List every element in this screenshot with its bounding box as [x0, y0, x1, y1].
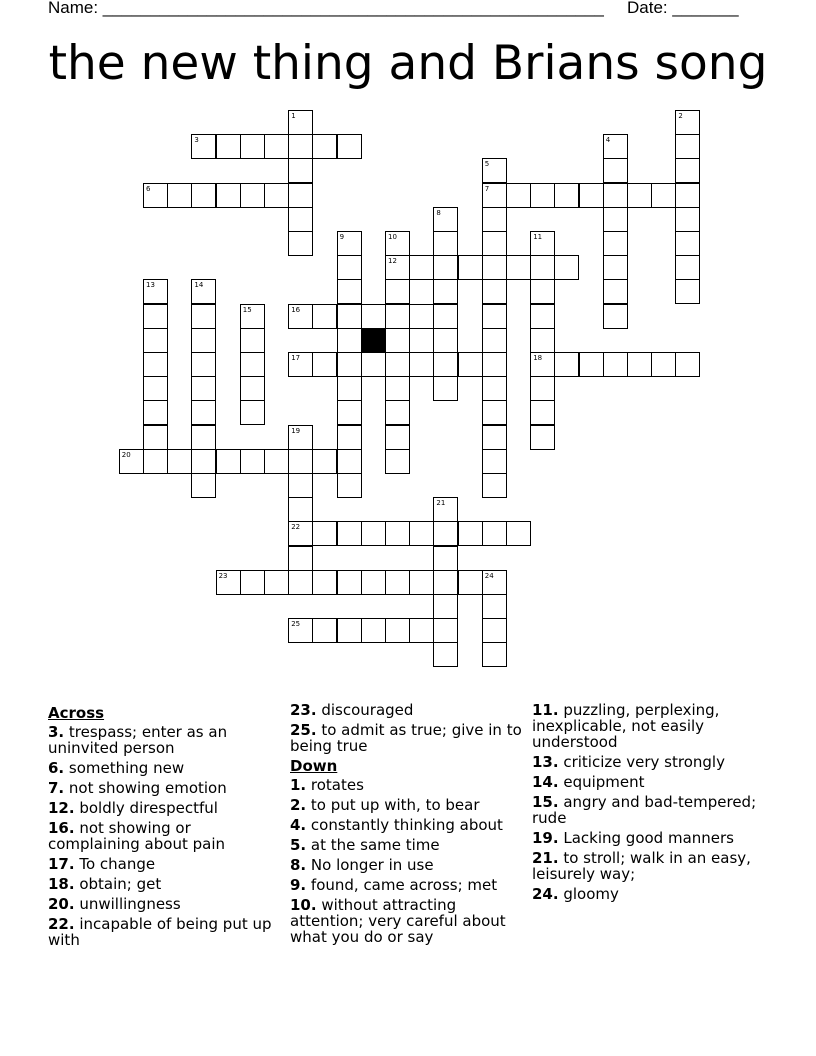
clue-number: 12: [388, 257, 397, 266]
clue-number: 8: [436, 208, 441, 217]
grid-cell[interactable]: [143, 400, 168, 425]
grid-cell[interactable]: [627, 352, 652, 377]
grid-cell[interactable]: [337, 521, 362, 546]
grid-cell[interactable]: [433, 304, 458, 329]
grid-cell[interactable]: [530, 231, 555, 256]
grid-cell[interactable]: [288, 618, 313, 643]
clue-column-2: [290, 702, 522, 949]
grid-cell[interactable]: [482, 618, 507, 643]
grid-cell[interactable]: [482, 279, 507, 304]
grid-cell[interactable]: [482, 255, 507, 280]
grid-cell[interactable]: [482, 642, 507, 667]
grid-cell[interactable]: [240, 183, 265, 208]
clue-item: 22. incapable of being put up with: [48, 915, 272, 949]
grid-cell[interactable]: [385, 352, 410, 377]
grid-cell[interactable]: [288, 497, 313, 522]
grid-cell[interactable]: [191, 352, 216, 377]
grid-cell[interactable]: [337, 570, 362, 595]
grid-cell[interactable]: [167, 183, 192, 208]
grid-cell[interactable]: [337, 618, 362, 643]
grid-cell[interactable]: [385, 570, 410, 595]
clue-number-label: 15.: [532, 793, 559, 811]
grid-cell[interactable]: [143, 328, 168, 353]
grid-cell[interactable]: [337, 352, 362, 377]
grid-cell[interactable]: [288, 304, 313, 329]
clue-number-label: 6.: [48, 759, 65, 777]
grid-cell[interactable]: [337, 279, 362, 304]
grid-cell[interactable]: [433, 497, 458, 522]
grid-cell[interactable]: [675, 207, 700, 232]
clue-number: 6: [146, 184, 151, 193]
clue-number-label: 2.: [290, 796, 307, 814]
date-field[interactable]: Date: _______: [627, 0, 739, 17]
grid-cell[interactable]: [482, 400, 507, 425]
grid-cell[interactable]: [482, 449, 507, 474]
grid-cell[interactable]: [603, 207, 628, 232]
grid-cell[interactable]: [433, 279, 458, 304]
clue-number: 4: [605, 136, 611, 145]
clue-number: 16: [291, 305, 301, 314]
grid-cell[interactable]: [675, 110, 700, 135]
clue-number: 10: [388, 233, 397, 241]
clue-number-label: 14.: [532, 773, 559, 791]
clue-item: 8. No longer in use: [290, 856, 434, 874]
grid-cell[interactable]: [191, 183, 216, 208]
grid-cell[interactable]: [240, 376, 265, 401]
grid-cell[interactable]: [143, 376, 168, 401]
clue-item: 24. gloomy: [532, 885, 619, 903]
grid-cell[interactable]: [675, 231, 700, 256]
grid-cell[interactable]: [482, 352, 507, 377]
grid-cell[interactable]: [240, 328, 265, 353]
grid-cell[interactable]: [482, 594, 507, 619]
grid-cell[interactable]: [675, 158, 700, 183]
grid-cell[interactable]: [337, 231, 362, 256]
grid-cell[interactable]: [433, 231, 458, 256]
grid-cell[interactable]: [337, 328, 362, 353]
grid-cell[interactable]: [191, 425, 216, 450]
grid-cell[interactable]: [191, 400, 216, 425]
grid-cell[interactable]: [554, 183, 579, 208]
grid-cell[interactable]: [191, 473, 216, 498]
grid-cell[interactable]: [433, 376, 458, 401]
grid-cell[interactable]: [191, 304, 216, 329]
grid-cell[interactable]: [433, 328, 458, 353]
grid-cell[interactable]: [482, 231, 507, 256]
clue-item: 6. something new: [48, 759, 185, 777]
grid-cell[interactable]: [337, 376, 362, 401]
grid-cell[interactable]: [312, 449, 337, 474]
clue-number: 21: [436, 499, 446, 508]
grid-cell[interactable]: [288, 207, 313, 232]
grid-cell[interactable]: [433, 207, 458, 232]
grid-cell[interactable]: [143, 183, 168, 208]
grid-cell[interactable]: [288, 352, 313, 377]
grid-cell[interactable]: [433, 570, 458, 595]
grid-cell[interactable]: [288, 449, 313, 474]
grid-cell[interactable]: [603, 183, 628, 208]
grid-cell[interactable]: [482, 376, 507, 401]
grid-cell[interactable]: [361, 352, 386, 377]
grid-cell[interactable]: [482, 183, 507, 208]
grid-cell[interactable]: [458, 352, 483, 377]
grid-cell[interactable]: [288, 570, 313, 595]
clue-number-label: 5.: [290, 836, 307, 854]
grid-cell[interactable]: [482, 304, 507, 329]
grid-cell[interactable]: [603, 304, 628, 329]
clue-number-label: 8.: [290, 856, 307, 874]
grid-cell[interactable]: [337, 134, 362, 159]
clue-number: 19: [291, 426, 301, 435]
grid-cell[interactable]: [385, 400, 410, 425]
grid-cell[interactable]: [337, 304, 362, 329]
clue-item: 3. trespass; enter as an uninvited person: [48, 723, 228, 757]
grid-cell[interactable]: [264, 570, 289, 595]
grid-cell[interactable]: [675, 255, 700, 280]
clue-item: 2. to put up with, to bear: [290, 796, 480, 814]
grid-cell[interactable]: [458, 570, 483, 595]
grid-cell[interactable]: [651, 352, 676, 377]
puzzle-title: the new thing and Brians song: [48, 36, 768, 91]
grid-cell[interactable]: [288, 110, 313, 135]
grid-cell[interactable]: [530, 425, 555, 450]
grid-cell[interactable]: [143, 425, 168, 450]
grid-cell[interactable]: [312, 304, 337, 329]
grid-cell[interactable]: [675, 183, 700, 208]
grid-cell[interactable]: [385, 521, 410, 546]
grid-cell[interactable]: [385, 255, 410, 280]
grid-cell[interactable]: [530, 279, 555, 304]
grid-cell[interactable]: [627, 183, 652, 208]
grid-cell[interactable]: [288, 231, 313, 256]
grid-cell[interactable]: [579, 352, 604, 377]
grid-cell[interactable]: [433, 546, 458, 571]
grid-cell[interactable]: [530, 304, 555, 329]
grid-cell[interactable]: [675, 279, 700, 304]
clue-item: 9. found, came across; met: [290, 876, 498, 894]
grid-cell[interactable]: [554, 255, 579, 280]
clue-column-3: [532, 702, 764, 906]
grid-cell[interactable]: [240, 400, 265, 425]
clue-item: 18. obtain; get: [48, 875, 162, 893]
clue-number-label: 18.: [48, 875, 75, 893]
grid-cell[interactable]: [482, 328, 507, 353]
grid-cell[interactable]: [312, 134, 337, 159]
clue-item: 10. without attracting attention; very careful about what you do or say: [290, 896, 506, 946]
clue-number: 11: [533, 233, 543, 241]
clue-number: 5: [484, 160, 490, 169]
grid-cell[interactable]: [167, 449, 192, 474]
clue-number: 18: [533, 354, 543, 362]
clue-number: 2: [678, 112, 683, 120]
clue-item: 19. Lacking good manners: [532, 829, 734, 847]
grid-cell[interactable]: [409, 255, 434, 280]
grid-cell[interactable]: [482, 473, 507, 498]
clue-number-label: 4.: [290, 816, 307, 834]
grid-cell[interactable]: [482, 158, 507, 183]
clue-number-label: 7.: [48, 779, 65, 797]
grid-cell[interactable]: [675, 134, 700, 159]
grid-cell[interactable]: [409, 618, 434, 643]
grid-cell[interactable]: [312, 352, 337, 377]
clue-number: 13: [146, 281, 155, 290]
grid-cell[interactable]: [603, 231, 628, 256]
grid-cell[interactable]: [433, 255, 458, 280]
clue-item: 12. boldly direspectful: [48, 799, 218, 817]
clue-item: 14. equipment: [532, 773, 645, 791]
clue-number: 25: [291, 620, 301, 629]
grid-cell[interactable]: [288, 425, 313, 450]
grid-cell[interactable]: [312, 521, 337, 546]
grid-cell[interactable]: [458, 521, 483, 546]
grid-cell[interactable]: [433, 594, 458, 619]
grid-cell[interactable]: [216, 134, 241, 159]
grid-cell[interactable]: [312, 618, 337, 643]
grid-cell[interactable]: [337, 400, 362, 425]
clue-number-label: 10.: [290, 896, 317, 914]
grid-cell[interactable]: [337, 425, 362, 450]
grid-cell[interactable]: [385, 425, 410, 450]
black-square: [361, 328, 386, 353]
clue-number: 14: [194, 281, 204, 290]
grid-cell[interactable]: [433, 521, 458, 546]
grid-cell[interactable]: [433, 618, 458, 643]
grid-cell[interactable]: [603, 352, 628, 377]
grid-cell[interactable]: [409, 352, 434, 377]
grid-cell[interactable]: [216, 449, 241, 474]
grid-cell[interactable]: [603, 255, 628, 280]
grid-cell[interactable]: [530, 376, 555, 401]
grid-cell[interactable]: [361, 618, 386, 643]
grid-cell[interactable]: [264, 449, 289, 474]
down-heading: Down: [290, 757, 338, 775]
grid-cell[interactable]: [119, 449, 144, 474]
grid-cell[interactable]: [216, 183, 241, 208]
clue-number-label: 21.: [532, 849, 559, 867]
grid-cell[interactable]: [143, 279, 168, 304]
grid-cell[interactable]: [651, 183, 676, 208]
clue-number: 7: [484, 184, 490, 193]
grid-cell[interactable]: [191, 134, 216, 159]
grid-cell[interactable]: [216, 570, 241, 595]
grid-cell[interactable]: [385, 376, 410, 401]
grid-cell[interactable]: [433, 642, 458, 667]
grid-cell[interactable]: [385, 304, 410, 329]
grid-cell[interactable]: [264, 183, 289, 208]
grid-cell[interactable]: [312, 570, 337, 595]
grid-cell[interactable]: [530, 400, 555, 425]
clue-item: 25. to admit as true; give in to being true: [290, 721, 522, 755]
grid-cell[interactable]: [530, 183, 555, 208]
grid-cell[interactable]: [337, 449, 362, 474]
grid-cell[interactable]: [506, 521, 531, 546]
grid-cell[interactable]: [433, 352, 458, 377]
grid-cell[interactable]: [409, 570, 434, 595]
grid-cell[interactable]: [240, 304, 265, 329]
grid-cell[interactable]: [385, 449, 410, 474]
clue-number-label: 23.: [290, 701, 317, 719]
grid-cell[interactable]: [143, 449, 168, 474]
grid-cell[interactable]: [191, 449, 216, 474]
grid-cell[interactable]: [240, 570, 265, 595]
grid-cell[interactable]: [482, 570, 507, 595]
clue-number: 15: [242, 305, 252, 314]
grid-cell[interactable]: [675, 352, 700, 377]
clue-number-label: 24.: [532, 885, 559, 903]
grid-cell[interactable]: [482, 425, 507, 450]
clue-number-label: 22.: [48, 915, 75, 933]
clue-number-label: 11.: [532, 701, 559, 719]
clue-item: 21. to stroll; walk in an easy, leisurely way;: [532, 849, 751, 883]
grid-cell[interactable]: [458, 255, 483, 280]
across-heading: Across: [48, 704, 105, 722]
clue-number-label: 20.: [48, 895, 75, 913]
grid-cell[interactable]: [337, 473, 362, 498]
clue-number-label: 1.: [290, 776, 307, 794]
clue-item: 13. criticize very strongly: [532, 753, 725, 771]
grid-cell[interactable]: [191, 279, 216, 304]
clue-item: 15. angry and bad-tempered; rude: [532, 793, 757, 827]
grid-cell[interactable]: [191, 328, 216, 353]
grid-cell[interactable]: [506, 255, 531, 280]
clue-number-label: 9.: [290, 876, 307, 894]
grid-cell[interactable]: [288, 546, 313, 571]
clue-number-label: 19.: [532, 829, 559, 847]
clue-number-label: 25.: [290, 721, 317, 739]
clue-number: 3: [194, 136, 199, 145]
clue-item: 1. rotates: [290, 776, 364, 794]
grid-cell[interactable]: [603, 134, 628, 159]
clue-number: 23: [218, 571, 228, 580]
clue-item: 7. not showing emotion: [48, 779, 227, 797]
grid-cell[interactable]: [288, 158, 313, 183]
grid-cell[interactable]: [385, 618, 410, 643]
grid-cell[interactable]: [264, 134, 289, 159]
grid-cell[interactable]: [409, 521, 434, 546]
grid-cell[interactable]: [385, 279, 410, 304]
clue-number: 22: [291, 523, 301, 532]
grid-cell[interactable]: [506, 183, 531, 208]
clue-number: 1: [291, 112, 296, 120]
name-field[interactable]: Name: _____________________________________________________: [48, 0, 604, 17]
clue-number-label: 13.: [532, 753, 559, 771]
grid-cell[interactable]: [579, 183, 604, 208]
clue-number: 24: [484, 571, 494, 580]
grid-cell[interactable]: [482, 207, 507, 232]
clue-number-label: 12.: [48, 799, 75, 817]
clue-number: 17: [291, 354, 301, 362]
grid-cell[interactable]: [143, 304, 168, 329]
grid-cell[interactable]: [240, 352, 265, 377]
grid-cell[interactable]: [288, 183, 313, 208]
grid-cell[interactable]: [240, 449, 265, 474]
grid-cell[interactable]: [482, 521, 507, 546]
grid-cell[interactable]: [530, 352, 555, 377]
grid-cell[interactable]: [337, 255, 362, 280]
clue-item: 20. unwillingness: [48, 895, 181, 913]
grid-cell[interactable]: [361, 570, 386, 595]
clue-item: 11. puzzling, perplexing, inexplicable, not easily understood: [532, 701, 720, 751]
grid-cell[interactable]: [361, 304, 386, 329]
grid-cell[interactable]: [288, 521, 313, 546]
clue-item: 4. constantly thinking about: [290, 816, 503, 834]
clue-item: 23. discouraged: [290, 701, 414, 719]
clue-item: 17. To change: [48, 855, 156, 873]
grid-cell[interactable]: [409, 304, 434, 329]
clue-item: 16. not showing or complaining about pain: [48, 819, 225, 853]
clue-number-label: 16.: [48, 819, 75, 837]
clue-number: 9: [339, 233, 345, 241]
grid-cell[interactable]: [361, 521, 386, 546]
grid-cell[interactable]: [603, 158, 628, 183]
grid-cell[interactable]: [603, 279, 628, 304]
grid-cell[interactable]: [288, 473, 313, 498]
grid-cell[interactable]: [385, 328, 410, 353]
grid-cell[interactable]: [288, 134, 313, 159]
grid-cell[interactable]: [191, 376, 216, 401]
clue-number: 20: [121, 450, 131, 459]
grid-cell[interactable]: [143, 352, 168, 377]
clue-column-1: [48, 702, 280, 952]
grid-cell[interactable]: [385, 231, 410, 256]
grid-cell[interactable]: [530, 328, 555, 353]
grid-cell[interactable]: [240, 134, 265, 159]
grid-cell[interactable]: [530, 255, 555, 280]
clue-item: 5. at the same time: [290, 836, 440, 854]
clue-number-label: 3.: [48, 723, 65, 741]
grid-cell[interactable]: [554, 352, 579, 377]
clue-number-label: 17.: [48, 855, 75, 873]
